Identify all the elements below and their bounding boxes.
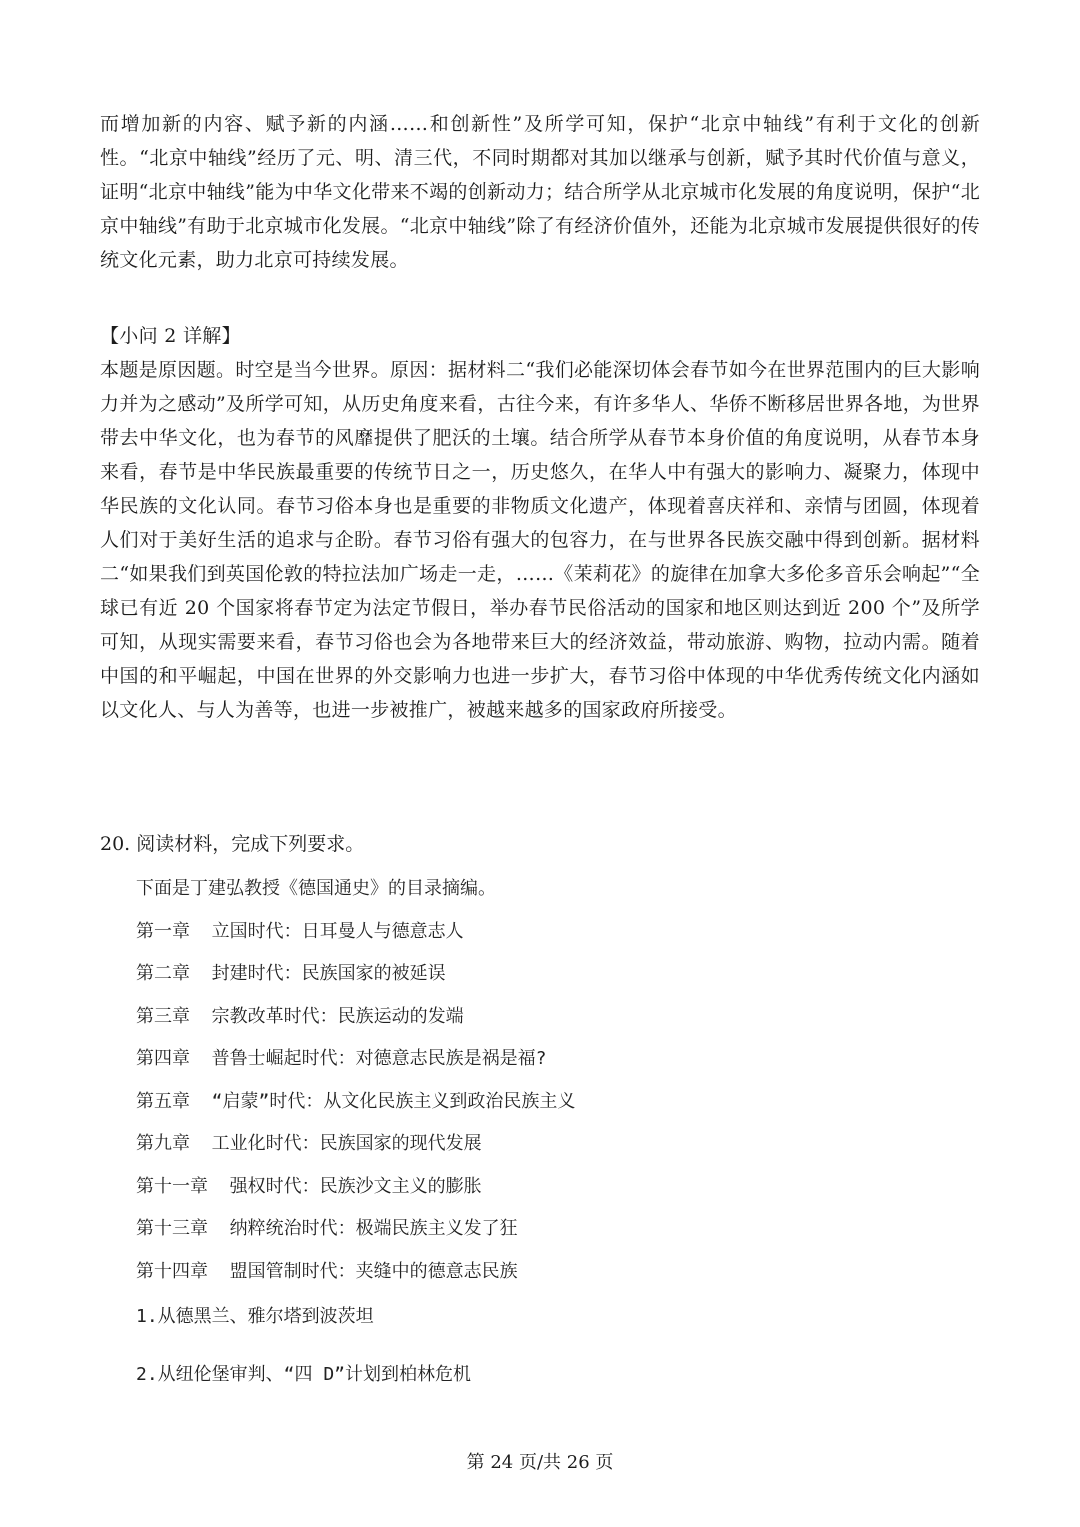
material-intro: 下面是丁建弘教授《德国通史》的目录摘编。: [136, 878, 496, 899]
chapter-item: 第五章 “启蒙”时代：从文化民族主义到政治民族主义: [136, 1091, 576, 1112]
chapter-item: 第十四章 盟国管制时代：夹缝中的德意志民族: [136, 1261, 518, 1282]
chapter-item: 第十三章 纳粹统治时代：极端民族主义发了狂: [136, 1218, 518, 1239]
question-20-prompt: 20. 阅读材料，完成下列要求。: [100, 833, 365, 855]
chapter-item: 第一章 立国时代：日耳曼人与德意志人: [136, 921, 464, 942]
chapter-item: 第十一章 强权时代：民族沙文主义的膨胀: [136, 1176, 482, 1197]
page-number-footer: 第 24 页/共 26 页: [466, 1452, 614, 1473]
chapter-item: 第二章 封建时代：民族国家的被延误: [136, 963, 446, 984]
answer-section-2: [100, 319, 980, 727]
chapter-item: 第九章 工业化时代：民族国家的现代发展: [136, 1133, 482, 1154]
answer-paragraph-1: [100, 107, 980, 277]
section-item: 2.从纽伦堡审判、“四 D”计划到柏林危机: [136, 1364, 472, 1385]
paragraph-text: 本题是原因题。时空是当今世界。原因：据材料二“我们必能深切体会春节如今在世界范围内的巨大影响力并为之感动”及所学可知，从历史角度来看，古往今来，有许多华人、华侨不断移居世界各地，为世界带去中华文化，也为春节的风靡提供了肥沃的土壤。结合所学从春节本身价值的角度说明，从春节本身来看，春节是中华民族最重要的传统节日之一，历史悠久，在华人中有强大的影响力、凝聚力，体现中华民族的文化认同。春节习俗本身也是重要的非物质文化遗产，体现着喜庆祥和、亲情与团圆，体现着人们对于美好生活的追求与企盼。春节习俗有强大的包容力，在与世界各民族交融中得到创新。据材料二“如果我们到英国伦敦的特拉法加广场走一走，……《茉莉花》的旋律在加拿大多伦多音乐会响起”“全球已有近 20 个国家将春节定为法定节假日，举办春节民俗活动的国家和地区则达到近 200 个”及所学可知，从现实需要来看，春节习俗也会为各地带来巨大的经济效益，带动旅游、购物，拉动内需。随着中国的和平崛起，中国在世界的外交影响力也进一步扩大，春节习俗中体现的中华优秀传统文化内涵如以文化人、与人为善等，也进一步被推广，被越来越多的国家政府所接受。: [100, 359, 980, 721]
paragraph-text: 而增加新的内容、赋予新的内涵……和创新性”及所学可知，保护“北京中轴线”有利于文化的创新性。“北京中轴线”经历了元、明、清三代，不同时期都对其加以继承与创新，赋予其时代价值与意义，证明“北京中轴线”能为中华文化带来不竭的创新动力；结合所学从北京城市化发展的角度说明，保护“北京中轴线”有助于北京城市化发展。“北京中轴线”除了有经济价值外，还能为北京城市发展提供很好的传统文化元素，助力北京可持续发展。: [100, 113, 980, 271]
chapter-item: 第四章 普鲁士崛起时代：对德意志民族是祸是福?: [136, 1048, 547, 1069]
section-item: 1.从德黑兰、雅尔塔到波茨坦: [136, 1306, 374, 1327]
sub-question-heading: 【小问 2 详解】: [100, 325, 241, 347]
chapter-item: 第三章 宗教改革时代：民族运动的发端: [136, 1006, 464, 1027]
